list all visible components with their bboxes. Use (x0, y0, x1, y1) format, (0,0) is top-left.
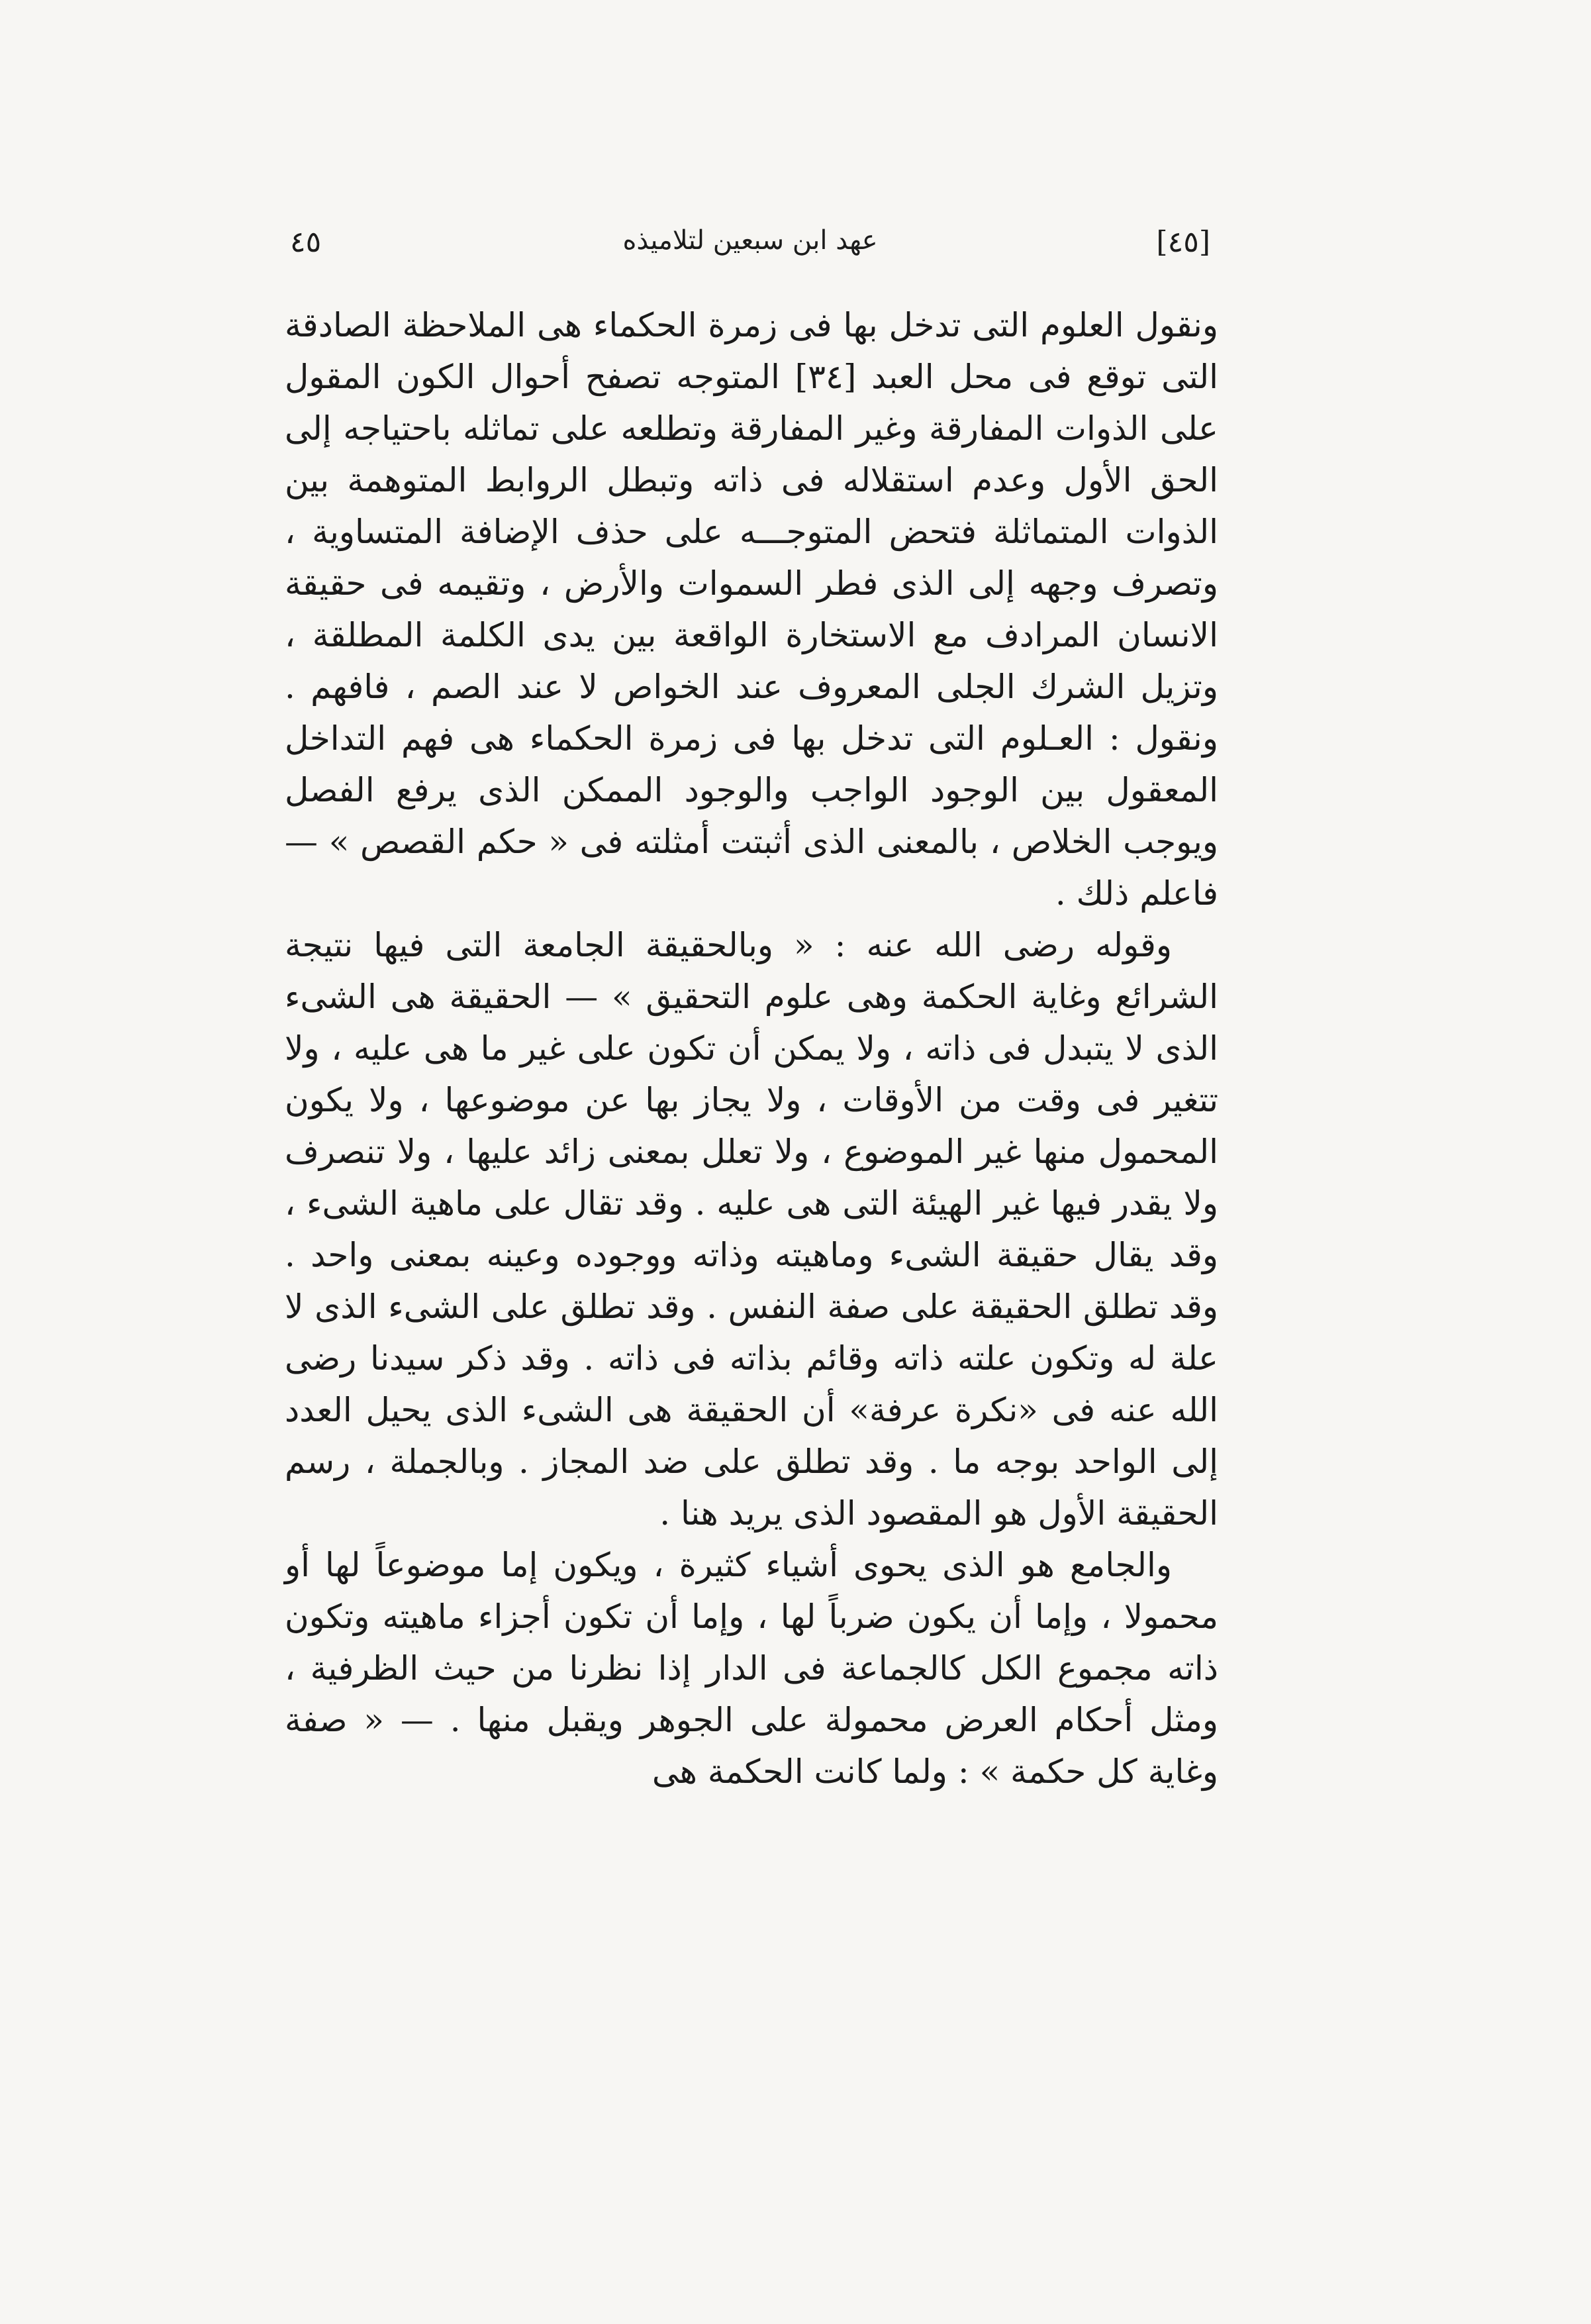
paragraph-2: وقوله رضى الله عنه : « وبالحقيقة الجامعة التى فيها نتيجة الشرائع وغاية الحكمة وهى علوم التحقيق » — الحقيقة هى الشىء الذى لا يتبدل فى ذاته ، ولا يمكن أن تكون على غير ما هى عليه ، ولا تتغير فى وقت من الأوقات ، ولا يجاز بها عن موضوعها ، ولا يكون المحمول منها غير الموضوع ، ولا تعلل بمعنى زائد عليها ، ولا تنصرف ولا يقدر فيها غير الهيئة التى هى عليه . وقد تقال على ماهية الشىء ، وقد يقال حقيقة الشىء وماهيته وذاته ووجوده وعينه بمعنى واحد . وقد تطلق الحقيقة على صفة النفس . وقد تطلق على الشىء الذى لا علة له وتكون علته ذاته وقائم بذاته فى ذاته . وقد ذكر سيدنا رضى الله عنه فى «نكرة عرفة» أن الحقيقة هى الشىء الذى يحيل العدد إلى الواحد بوجه ما . وقد تطلق على ضد المجاز . وبالجملة ، رسم الحقيقة الأول هو المقصود الذى يريد هنا . (285, 926, 1218, 1533)
bracketed-page-number: [٤٥] (1156, 225, 1210, 259)
paragraph-3: والجامع هو الذى يحوى أشياء كثيرة ، ويكون إما موضوعاً لها أو محمولا ، وإما أن يكون ضرباً لها ، وإما أن تكون أجزاء ماهيته وتكون ذاته مجموع الكل كالجماعة فى الدار إذا نظرنا من حيث الظرفية ، ومثل أحكام العرض محمولة على الجوهر ويقبل منها . — « صفة وغاية كل حكمة » : ولما كانت الحكمة هى (285, 1546, 1218, 1791)
page-number: ٤٥ (290, 225, 322, 259)
running-title: عهد ابن سبعين لتلاميذه (622, 225, 878, 256)
paragraph-1: ونقول العلوم التى تدخل بها فى زمرة الحكماء هى الملاحظة الصادقة التى توقع فى محل العبد [٣٤] المتوجه تصفح أحوال الكون المقول على الذوات المفارقة وغير المفارقة وتطلعه على تماثله باحتياجه إلى الحق الأول وعدم استقلاله فى ذاته وتبطل الروابط المتوهمة بين الذوات المتماثلة فتحض المتوجـــه على حذف الإضافة المتساوية ، وتصرف وجهه إلى الذى فطر السموات والأرض ، وتقيمه فى حقيقة الانسان المرادف مع الاستخارة الواقعة بين يدى الكلمة المطلقة ، وتزيل الشرك الجلى المعروف عند الخواص لا عند الصم ، فافهم . ونقول : العـلوم التى تدخل بها فى زمرة الحكماء هى فهم التداخل المعقول بين الوجود الواجب والوجود الممكن الذى يرفع الفصل ويوجب الخلاص ، بالمعنى الذى أثبتت أمثلته فى « حكم القصص » — فاعلم ذلك . (285, 306, 1219, 913)
page-header (290, 225, 1210, 272)
body-text (285, 299, 1218, 1797)
